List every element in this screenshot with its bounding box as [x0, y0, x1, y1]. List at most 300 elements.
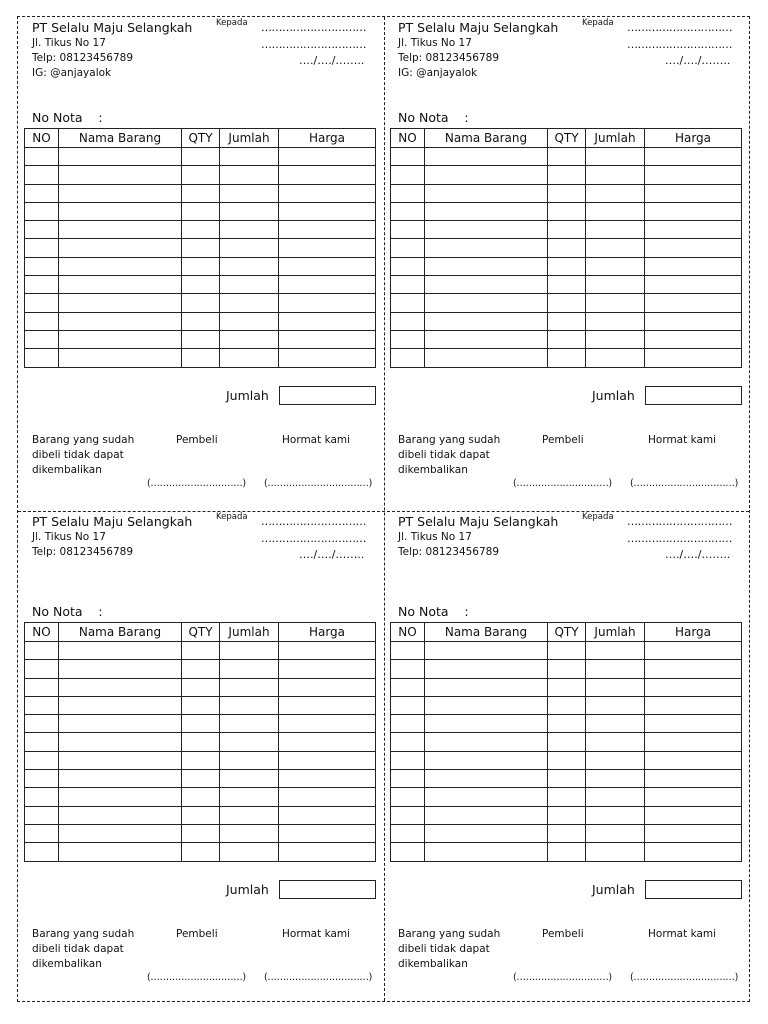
- cell-harga[interactable]: [645, 312, 742, 330]
- cell-jumlah[interactable]: [220, 202, 279, 220]
- cell-no[interactable]: [25, 696, 59, 714]
- cell-jumlah[interactable]: [220, 770, 279, 788]
- cell-jumlah[interactable]: [220, 715, 279, 733]
- cell-harga[interactable]: [279, 678, 376, 696]
- cell-nama-barang[interactable]: [425, 312, 548, 330]
- cell-nama-barang[interactable]: [59, 312, 182, 330]
- cell-no[interactable]: [391, 770, 425, 788]
- table-row: [391, 349, 742, 367]
- cell-harga[interactable]: [279, 660, 376, 678]
- cell-no[interactable]: [25, 733, 59, 751]
- cell-jumlah[interactable]: [220, 312, 279, 330]
- cell-no[interactable]: [391, 294, 425, 312]
- cell-nama-barang[interactable]: [59, 221, 182, 239]
- table-row: [391, 843, 742, 861]
- cell-nama-barang[interactable]: [425, 696, 548, 714]
- cell-qty[interactable]: [548, 751, 586, 769]
- hormat-kami-label: Hormat kami: [282, 434, 351, 446]
- total-amount-box[interactable]: [645, 386, 742, 405]
- cell-jumlah[interactable]: [586, 751, 645, 769]
- cell-qty[interactable]: [548, 239, 586, 257]
- cell-harga[interactable]: [279, 642, 376, 660]
- cell-qty[interactable]: [182, 166, 220, 184]
- cell-jumlah[interactable]: [586, 257, 645, 275]
- header-harga: Harga: [279, 623, 376, 642]
- table-row: [25, 330, 376, 348]
- cell-jumlah[interactable]: [586, 221, 645, 239]
- cell-nama-barang[interactable]: [59, 276, 182, 294]
- cell-harga[interactable]: [645, 843, 742, 861]
- cell-nama-barang[interactable]: [425, 166, 548, 184]
- cell-qty[interactable]: [182, 642, 220, 660]
- cell-jumlah[interactable]: [586, 239, 645, 257]
- cell-jumlah[interactable]: [586, 733, 645, 751]
- cell-harga[interactable]: [645, 239, 742, 257]
- cell-nama-barang[interactable]: [425, 202, 548, 220]
- header-harga: Harga: [279, 129, 376, 148]
- table-row: [25, 642, 376, 660]
- cell-qty[interactable]: [548, 148, 586, 166]
- header-harga: Harga: [645, 129, 742, 148]
- cell-qty[interactable]: [182, 202, 220, 220]
- cell-jumlah[interactable]: [220, 184, 279, 202]
- cell-qty[interactable]: [548, 678, 586, 696]
- cell-jumlah[interactable]: [586, 276, 645, 294]
- cell-jumlah[interactable]: [220, 349, 279, 367]
- cell-qty[interactable]: [548, 166, 586, 184]
- table-row: [391, 642, 742, 660]
- cell-no[interactable]: [391, 678, 425, 696]
- cell-qty[interactable]: [182, 349, 220, 367]
- nota-4: [383, 510, 749, 1004]
- cell-jumlah[interactable]: [586, 166, 645, 184]
- cell-no[interactable]: [391, 642, 425, 660]
- cell-nama-barang[interactable]: [425, 184, 548, 202]
- cell-harga[interactable]: [645, 806, 742, 824]
- cell-harga[interactable]: [279, 202, 376, 220]
- cell-harga[interactable]: [645, 148, 742, 166]
- cell-qty[interactable]: [182, 294, 220, 312]
- cell-nama-barang[interactable]: [59, 642, 182, 660]
- kepada-label: Kepada: [216, 18, 248, 28]
- header-nama-barang: Nama Barang: [425, 623, 548, 642]
- cell-qty[interactable]: [548, 221, 586, 239]
- cell-qty[interactable]: [548, 349, 586, 367]
- cell-harga[interactable]: [645, 751, 742, 769]
- cell-qty[interactable]: [548, 806, 586, 824]
- cell-qty[interactable]: [548, 660, 586, 678]
- cell-nama-barang[interactable]: [59, 166, 182, 184]
- cell-qty[interactable]: [182, 239, 220, 257]
- cell-no[interactable]: [391, 276, 425, 294]
- cell-no[interactable]: [25, 678, 59, 696]
- cell-no[interactable]: [25, 642, 59, 660]
- cell-qty[interactable]: [182, 257, 220, 275]
- date-line: …./…./……..: [299, 548, 365, 561]
- cell-nama-barang[interactable]: [425, 221, 548, 239]
- kepada-line-1: …………………………: [627, 21, 732, 34]
- cell-no[interactable]: [391, 733, 425, 751]
- cell-nama-barang[interactable]: [59, 843, 182, 861]
- cell-qty[interactable]: [548, 788, 586, 806]
- cell-no[interactable]: [391, 660, 425, 678]
- cell-nama-barang[interactable]: [425, 642, 548, 660]
- cell-jumlah[interactable]: [220, 221, 279, 239]
- cell-nama-barang[interactable]: [425, 751, 548, 769]
- cell-nama-barang[interactable]: [59, 660, 182, 678]
- cell-nama-barang[interactable]: [425, 276, 548, 294]
- cell-nama-barang[interactable]: [59, 678, 182, 696]
- cell-no[interactable]: [25, 715, 59, 733]
- cell-no[interactable]: [25, 660, 59, 678]
- cell-no[interactable]: [25, 166, 59, 184]
- cell-no[interactable]: [391, 312, 425, 330]
- total-amount-box[interactable]: [279, 386, 376, 405]
- cell-nama-barang[interactable]: [425, 843, 548, 861]
- header-nama-barang: Nama Barang: [59, 129, 182, 148]
- cell-qty[interactable]: [182, 751, 220, 769]
- cell-no[interactable]: [25, 202, 59, 220]
- cell-qty[interactable]: [548, 733, 586, 751]
- total-amount-box[interactable]: [279, 880, 376, 899]
- cell-harga[interactable]: [645, 733, 742, 751]
- cell-harga[interactable]: [279, 166, 376, 184]
- cell-qty[interactable]: [548, 276, 586, 294]
- cell-jumlah[interactable]: [586, 696, 645, 714]
- cell-jumlah[interactable]: [220, 330, 279, 348]
- cell-harga[interactable]: [645, 715, 742, 733]
- cell-jumlah[interactable]: [586, 843, 645, 861]
- cell-jumlah[interactable]: [220, 843, 279, 861]
- cell-harga[interactable]: [645, 184, 742, 202]
- table-header-row: [25, 623, 376, 642]
- cell-harga[interactable]: [645, 696, 742, 714]
- cell-qty[interactable]: [182, 696, 220, 714]
- cell-qty[interactable]: [182, 678, 220, 696]
- cell-harga[interactable]: [645, 349, 742, 367]
- company-address: Jl. Tikus No 17: [398, 531, 472, 543]
- cell-no[interactable]: [25, 257, 59, 275]
- cell-harga[interactable]: [279, 257, 376, 275]
- cell-harga[interactable]: [279, 806, 376, 824]
- cell-nama-barang[interactable]: [59, 257, 182, 275]
- cell-no[interactable]: [391, 257, 425, 275]
- items-table: [390, 622, 742, 862]
- cell-jumlah[interactable]: [220, 806, 279, 824]
- cell-no[interactable]: [25, 770, 59, 788]
- cell-jumlah[interactable]: [220, 733, 279, 751]
- cell-nama-barang[interactable]: [59, 294, 182, 312]
- cell-harga[interactable]: [279, 276, 376, 294]
- cell-qty[interactable]: [182, 221, 220, 239]
- table-row: [391, 166, 742, 184]
- cell-no[interactable]: [391, 239, 425, 257]
- cell-qty[interactable]: [182, 312, 220, 330]
- cell-jumlah[interactable]: [220, 257, 279, 275]
- company-address: Jl. Tikus No 17: [32, 37, 106, 49]
- table-row: [391, 239, 742, 257]
- cell-no[interactable]: [391, 696, 425, 714]
- cell-harga[interactable]: [279, 770, 376, 788]
- hormat-signature-line: (……………………………): [630, 478, 739, 489]
- cell-jumlah[interactable]: [586, 642, 645, 660]
- cell-qty[interactable]: [182, 184, 220, 202]
- cell-harga[interactable]: [279, 349, 376, 367]
- cell-no[interactable]: [25, 148, 59, 166]
- table-row: [391, 294, 742, 312]
- return-policy-note: Barang yang sudah dibeli tidak dapat dikembalikan: [398, 928, 501, 970]
- cell-qty[interactable]: [548, 824, 586, 842]
- cell-qty[interactable]: [182, 806, 220, 824]
- company-phone: Telp: 08123456789: [398, 52, 500, 64]
- cell-jumlah[interactable]: [586, 202, 645, 220]
- cell-jumlah[interactable]: [220, 788, 279, 806]
- cell-harga[interactable]: [279, 221, 376, 239]
- cell-harga[interactable]: [645, 276, 742, 294]
- cell-qty[interactable]: [182, 770, 220, 788]
- table-row: [391, 202, 742, 220]
- cell-no[interactable]: [25, 788, 59, 806]
- cell-jumlah[interactable]: [586, 184, 645, 202]
- cell-harga[interactable]: [279, 148, 376, 166]
- cell-harga[interactable]: [279, 184, 376, 202]
- total-amount-box[interactable]: [645, 880, 742, 899]
- cell-jumlah[interactable]: [586, 312, 645, 330]
- cell-harga[interactable]: [645, 294, 742, 312]
- cell-harga[interactable]: [279, 751, 376, 769]
- cell-nama-barang[interactable]: [59, 349, 182, 367]
- cell-qty[interactable]: [548, 843, 586, 861]
- cell-jumlah[interactable]: [586, 806, 645, 824]
- cell-jumlah[interactable]: [220, 696, 279, 714]
- company-address: Jl. Tikus No 17: [398, 37, 472, 49]
- cell-nama-barang[interactable]: [425, 733, 548, 751]
- cell-no[interactable]: [391, 788, 425, 806]
- cell-no[interactable]: [25, 330, 59, 348]
- header-no: NO: [25, 623, 59, 642]
- cell-no[interactable]: [25, 824, 59, 842]
- return-policy-note: Barang yang sudah dibeli tidak dapat dikembalikan: [32, 434, 135, 476]
- cell-harga[interactable]: [279, 843, 376, 861]
- hormat-signature-line: (……………………………): [264, 478, 373, 489]
- cell-qty[interactable]: [182, 788, 220, 806]
- kepada-line-2: …………………………: [261, 532, 366, 545]
- cell-qty[interactable]: [548, 312, 586, 330]
- cell-harga[interactable]: [645, 166, 742, 184]
- cell-qty[interactable]: [548, 184, 586, 202]
- cell-qty[interactable]: [182, 330, 220, 348]
- cell-no[interactable]: [391, 715, 425, 733]
- cell-jumlah[interactable]: [220, 751, 279, 769]
- cell-nama-barang[interactable]: [59, 330, 182, 348]
- table-row: [25, 166, 376, 184]
- cell-jumlah[interactable]: [220, 276, 279, 294]
- table-row: [391, 733, 742, 751]
- cell-no[interactable]: [25, 843, 59, 861]
- cell-no[interactable]: [391, 221, 425, 239]
- cell-nama-barang[interactable]: [59, 788, 182, 806]
- cell-no[interactable]: [391, 349, 425, 367]
- cell-no[interactable]: [391, 202, 425, 220]
- cell-harga[interactable]: [645, 642, 742, 660]
- cell-qty[interactable]: [548, 715, 586, 733]
- cell-nama-barang[interactable]: [425, 330, 548, 348]
- cell-qty[interactable]: [548, 202, 586, 220]
- cell-harga[interactable]: [279, 294, 376, 312]
- cell-jumlah[interactable]: [220, 148, 279, 166]
- cell-harga[interactable]: [279, 788, 376, 806]
- cell-no[interactable]: [25, 806, 59, 824]
- cell-no[interactable]: [25, 276, 59, 294]
- cell-jumlah[interactable]: [586, 824, 645, 842]
- kepada-label: Kepada: [582, 512, 614, 522]
- cell-nama-barang[interactable]: [425, 824, 548, 842]
- table-row: [391, 312, 742, 330]
- cell-jumlah[interactable]: [220, 660, 279, 678]
- cell-no[interactable]: [391, 330, 425, 348]
- cell-nama-barang[interactable]: [59, 733, 182, 751]
- cell-no[interactable]: [25, 184, 59, 202]
- cell-qty[interactable]: [548, 257, 586, 275]
- cell-qty[interactable]: [182, 824, 220, 842]
- cell-qty[interactable]: [182, 843, 220, 861]
- cell-no[interactable]: [25, 349, 59, 367]
- cell-nama-barang[interactable]: [59, 184, 182, 202]
- cell-no[interactable]: [25, 294, 59, 312]
- cell-nama-barang[interactable]: [425, 770, 548, 788]
- cell-nama-barang[interactable]: [425, 239, 548, 257]
- cell-nama-barang[interactable]: [59, 239, 182, 257]
- cell-jumlah[interactable]: [220, 642, 279, 660]
- table-row: [25, 276, 376, 294]
- cell-no[interactable]: [391, 824, 425, 842]
- table-row: [391, 806, 742, 824]
- cell-jumlah[interactable]: [220, 166, 279, 184]
- table-row: [391, 770, 742, 788]
- cell-nama-barang[interactable]: [425, 678, 548, 696]
- cell-qty[interactable]: [182, 276, 220, 294]
- cell-qty[interactable]: [548, 294, 586, 312]
- table-row: [25, 678, 376, 696]
- cell-qty[interactable]: [182, 733, 220, 751]
- cell-nama-barang[interactable]: [59, 202, 182, 220]
- cell-jumlah[interactable]: [220, 294, 279, 312]
- cell-no[interactable]: [391, 751, 425, 769]
- cell-nama-barang[interactable]: [59, 148, 182, 166]
- cell-jumlah[interactable]: [586, 678, 645, 696]
- table-row: [391, 257, 742, 275]
- cell-jumlah[interactable]: [586, 148, 645, 166]
- table-row: [25, 788, 376, 806]
- cell-nama-barang[interactable]: [59, 806, 182, 824]
- cell-no[interactable]: [25, 751, 59, 769]
- cell-harga[interactable]: [279, 715, 376, 733]
- cell-qty[interactable]: [548, 770, 586, 788]
- cell-harga[interactable]: [279, 696, 376, 714]
- cell-qty[interactable]: [182, 660, 220, 678]
- cell-nama-barang[interactable]: [59, 824, 182, 842]
- cell-nama-barang[interactable]: [425, 294, 548, 312]
- cell-harga[interactable]: [645, 221, 742, 239]
- cell-harga[interactable]: [645, 257, 742, 275]
- header-qty: QTY: [182, 129, 220, 148]
- pembeli-label: Pembeli: [542, 434, 584, 446]
- cell-qty[interactable]: [182, 715, 220, 733]
- cell-harga[interactable]: [645, 824, 742, 842]
- cell-nama-barang[interactable]: [59, 770, 182, 788]
- cell-qty[interactable]: [548, 696, 586, 714]
- cell-qty[interactable]: [548, 642, 586, 660]
- items-table: [24, 128, 376, 368]
- cell-nama-barang[interactable]: [425, 349, 548, 367]
- cell-nama-barang[interactable]: [425, 806, 548, 824]
- cell-no[interactable]: [25, 312, 59, 330]
- cell-no[interactable]: [391, 843, 425, 861]
- cell-jumlah[interactable]: [220, 678, 279, 696]
- kepada-line-1: …………………………: [261, 515, 366, 528]
- cell-nama-barang[interactable]: [59, 715, 182, 733]
- cell-jumlah[interactable]: [220, 824, 279, 842]
- cell-harga[interactable]: [645, 330, 742, 348]
- cell-jumlah[interactable]: [586, 330, 645, 348]
- cell-jumlah[interactable]: [586, 715, 645, 733]
- cell-harga[interactable]: [645, 770, 742, 788]
- cell-jumlah[interactable]: [586, 294, 645, 312]
- cell-harga[interactable]: [279, 824, 376, 842]
- pembeli-label: Pembeli: [176, 928, 218, 940]
- cell-harga[interactable]: [645, 660, 742, 678]
- cell-no[interactable]: [25, 221, 59, 239]
- table-row: [25, 148, 376, 166]
- cell-nama-barang[interactable]: [425, 715, 548, 733]
- table-row: [25, 770, 376, 788]
- table-row: [391, 221, 742, 239]
- cell-no[interactable]: [391, 148, 425, 166]
- cell-no[interactable]: [391, 166, 425, 184]
- cell-harga[interactable]: [279, 330, 376, 348]
- table-header-row: [391, 129, 742, 148]
- date-line: …./…./……..: [665, 54, 731, 67]
- cell-harga[interactable]: [279, 312, 376, 330]
- cell-jumlah[interactable]: [220, 239, 279, 257]
- cell-harga[interactable]: [279, 733, 376, 751]
- cell-harga[interactable]: [645, 202, 742, 220]
- header-no: NO: [391, 623, 425, 642]
- cell-harga[interactable]: [645, 678, 742, 696]
- cell-nama-barang[interactable]: [425, 148, 548, 166]
- cell-jumlah[interactable]: [586, 349, 645, 367]
- hormat-kami-label: Hormat kami: [282, 928, 351, 940]
- cell-nama-barang[interactable]: [425, 257, 548, 275]
- cell-nama-barang[interactable]: [59, 696, 182, 714]
- cell-nama-barang[interactable]: [425, 788, 548, 806]
- table-row: [25, 184, 376, 202]
- cell-no[interactable]: [391, 806, 425, 824]
- cell-jumlah[interactable]: [586, 788, 645, 806]
- cell-jumlah[interactable]: [586, 660, 645, 678]
- cell-nama-barang[interactable]: [59, 751, 182, 769]
- cell-qty[interactable]: [548, 330, 586, 348]
- cell-qty[interactable]: [182, 148, 220, 166]
- cell-harga[interactable]: [645, 788, 742, 806]
- cell-harga[interactable]: [279, 239, 376, 257]
- cell-no[interactable]: [25, 239, 59, 257]
- table-row: [25, 660, 376, 678]
- cell-nama-barang[interactable]: [425, 660, 548, 678]
- cell-no[interactable]: [391, 184, 425, 202]
- cell-jumlah[interactable]: [586, 770, 645, 788]
- kepada-line-1: …………………………: [627, 515, 732, 528]
